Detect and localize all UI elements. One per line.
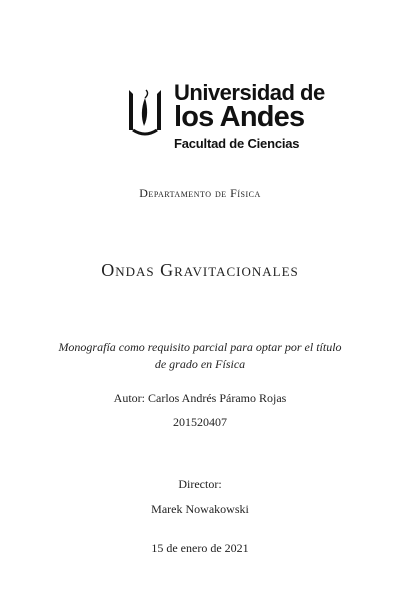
logo-line-university: Universidad de xyxy=(174,80,325,105)
department-heading: Departamento de Física xyxy=(139,186,261,200)
university-emblem-icon xyxy=(124,84,166,142)
document-title: Ondas Gravitacionales xyxy=(101,260,299,280)
logo-line-faculty: Facultad de Ciencias xyxy=(174,136,300,151)
document-date: 15 de enero de 2021 xyxy=(151,541,249,555)
logo-line-andes: los Andes xyxy=(174,101,305,133)
author-line: Autor: Carlos Andrés Páramo Rojas xyxy=(113,391,287,405)
subtitle-line-1: Monografía como requisito parcial para optar por el título xyxy=(58,340,342,354)
director-label: Director: xyxy=(178,477,222,491)
document-subtitle xyxy=(0,339,400,373)
university-logo xyxy=(124,80,325,152)
student-id: 201520407 xyxy=(173,415,227,429)
director-name: Marek Nowakowski xyxy=(151,502,249,516)
subtitle-line-2: de grado en Física xyxy=(154,357,246,371)
